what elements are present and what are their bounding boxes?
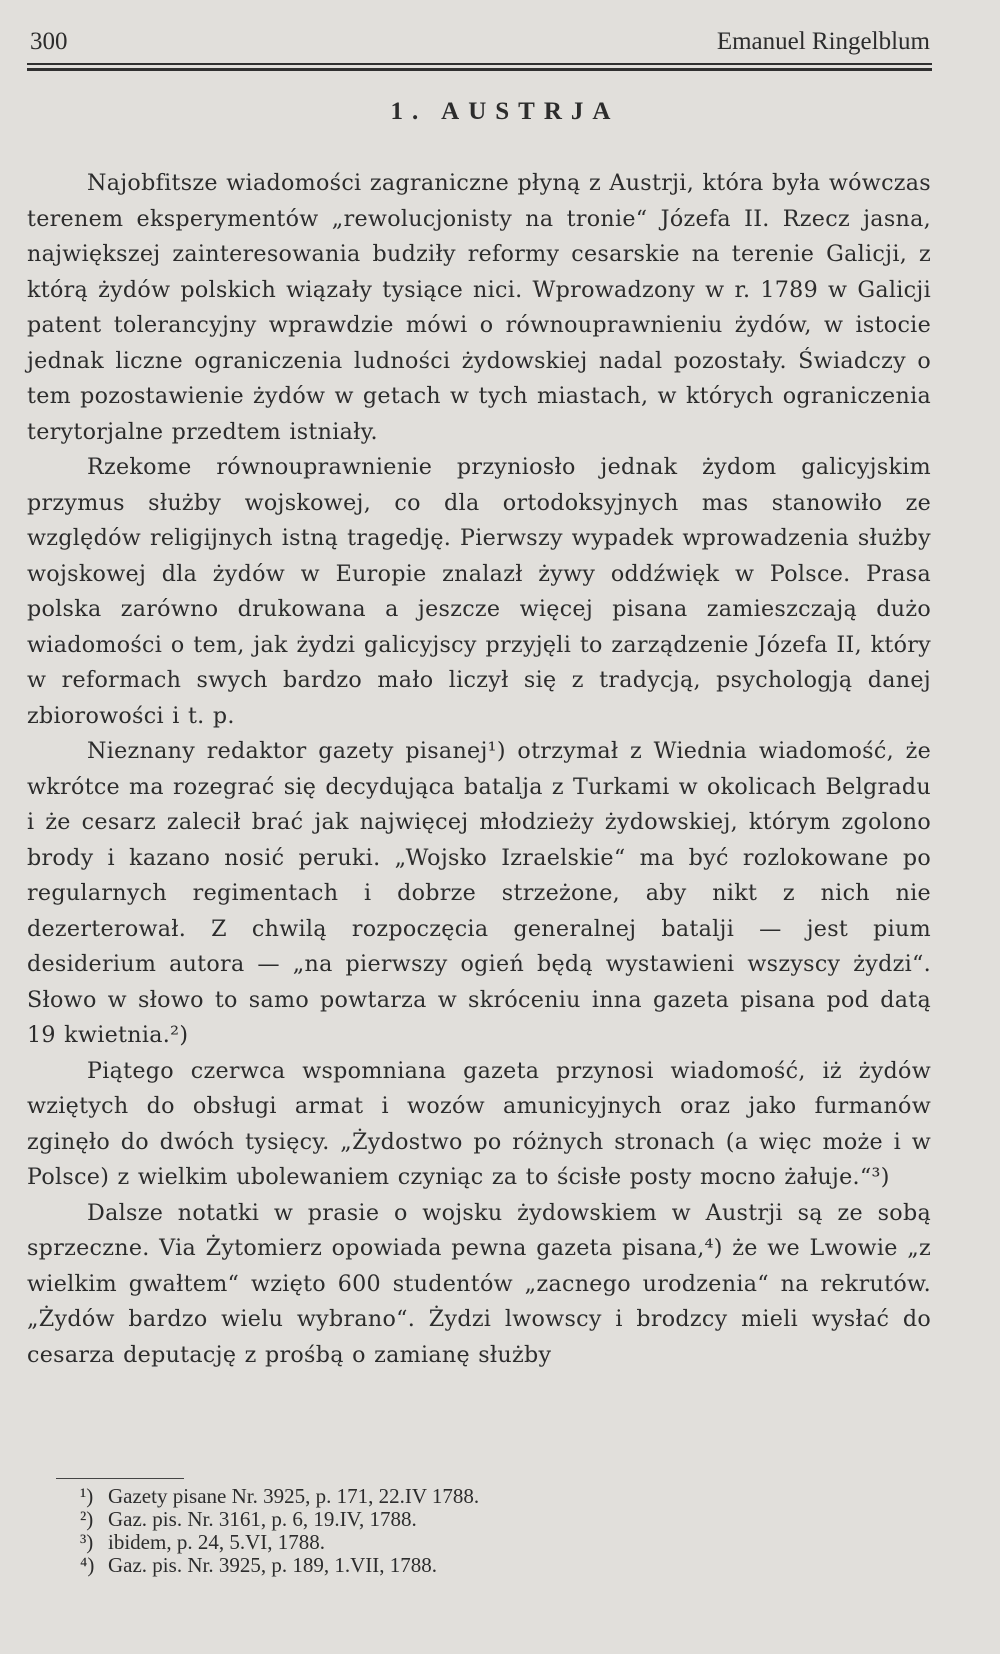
footnote — [80, 1554, 780, 1577]
footnote-marker: ⁴) — [80, 1553, 95, 1577]
running-head-author: Emanuel Ringelblum — [716, 28, 930, 55]
paragraph: Piątego czerwca wspomniana gazeta przynosi wiadomość, iż żydów wziętych do obsługi armat i wozów amunicyjnych oraz jako furmanów zginęło do dwóch tysięcy. „Żydostwo po różnych stronach (a więc może i w Polsce) z wielkim ubolewaniem czyniąc za to ścisłe posty mocno żałuje.“³) — [27, 1057, 931, 1190]
footnote-marker: ¹) — [80, 1484, 94, 1508]
footnote-marker: ³) — [80, 1530, 94, 1554]
footnote-separator — [56, 1478, 184, 1479]
body-text — [27, 166, 931, 1373]
paragraph: Nieznany redaktor gazety pisanej¹) otrzymał z Wiednia wiadomość, że wkrótce ma rozegrać się decydująca batalja z Turkami w okolicach Belgradu i że cesarz zalecił brać jak najwięcej młodzieży żydowskiej, którym zgolono brody i kazano nosić peruki. „Wojsko Izraelskie“ ma być rozlokowane po regularnych regimentach i dobrze strzeżone, aby nikt z nich nie dezerterował. Z chwilą rozpoczęcia generalnej batalji — jest pium desiderium autora — „na pierwszy ogień będą wystawieni wszyscy żydzi“. Słowo w słowo to samo powtarza w skróceniu inna gazeta pisana pod datą 19 kwietnia.²) — [27, 738, 931, 1048]
footnote-text: Gaz. pis. Nr. 3925, p. 189, 1.VII, 1788. — [108, 1553, 437, 1577]
footnote-marker: ²) — [80, 1507, 94, 1531]
footnote-text: ibidem, p. 24, 5.VI, 1788. — [108, 1530, 325, 1554]
footnote — [80, 1531, 780, 1554]
paragraph: Rzekome równouprawnienie przyniosło jednak żydom galicyjskim przymus służby wojskowej, co dla ortodoksyjnych mas stanowiło ze względów religijnych istną tragedję. Pierwszy wypadek wprowadzenia służby wojskowej dla żydów w Europie znalazł żywy oddźwięk w Polsce. Prasa polska zarówno drukowana a jeszcze więcej pisana zamieszczają dużo wiadomości o tem, jak żydzi galicyjscy przyjęli to zarządzenie Józefa II, który w reformach swych bardzo mało liczył się z tradycją, psychologją danej zbiorowości i t. p. — [27, 454, 931, 729]
section-title: 1. AUSTRJA — [390, 98, 620, 125]
footnote-text: Gaz. pis. Nr. 3161, p. 6, 19.IV, 1788. — [108, 1507, 417, 1531]
footnote-text: Gazety pisane Nr. 3925, p. 171, 22.IV 1788. — [108, 1484, 480, 1508]
paragraph: Najobfitsze wiadomości zagraniczne płyną z Austrji, która była wówczas terenem eksperymentów „rewolucjonisty na tronie“ Józefa II. Rzecz jasna, największej zainteresowania budziły reformy cesarskie na terenie Galicji, z którą żydów polskich wiązały tysiące nici. Wprowadzony w r. 1789 w Galicji patent tolerancyjny wprawdzie mówi o równouprawnieniu żydów, w istocie jednak liczne ograniczenia ludności żydowskiej nadal pozostały. Świadczy o tem pozostawienie żydów w getach w tych miastach, w których ograniczenia terytorjalne przedtem istniały. — [27, 170, 931, 445]
footnote — [80, 1485, 780, 1508]
paragraph: Dalsze notatki w prasie o wojsku żydowskiem w Austrji są ze sobą sprzeczne. Via Żytomierz opowiada pewna gazeta pisana,⁴) że we Lwowie „z wielkim gwałtem“ wzięto 600 studentów „zacnego urodzenia“ na rekrutów. „Żydów bardzo wielu wybrano“. Żydzi lwowscy i brodzcy mieli wysłać do cesarza deputację z prośbą o zamianę służby — [27, 1199, 931, 1368]
footnotes — [80, 1485, 780, 1577]
running-header — [30, 28, 930, 56]
page-number: 300 — [30, 28, 68, 55]
header-rule-thin — [27, 63, 932, 65]
header-rule-thick — [27, 68, 932, 71]
footnote — [80, 1508, 780, 1531]
